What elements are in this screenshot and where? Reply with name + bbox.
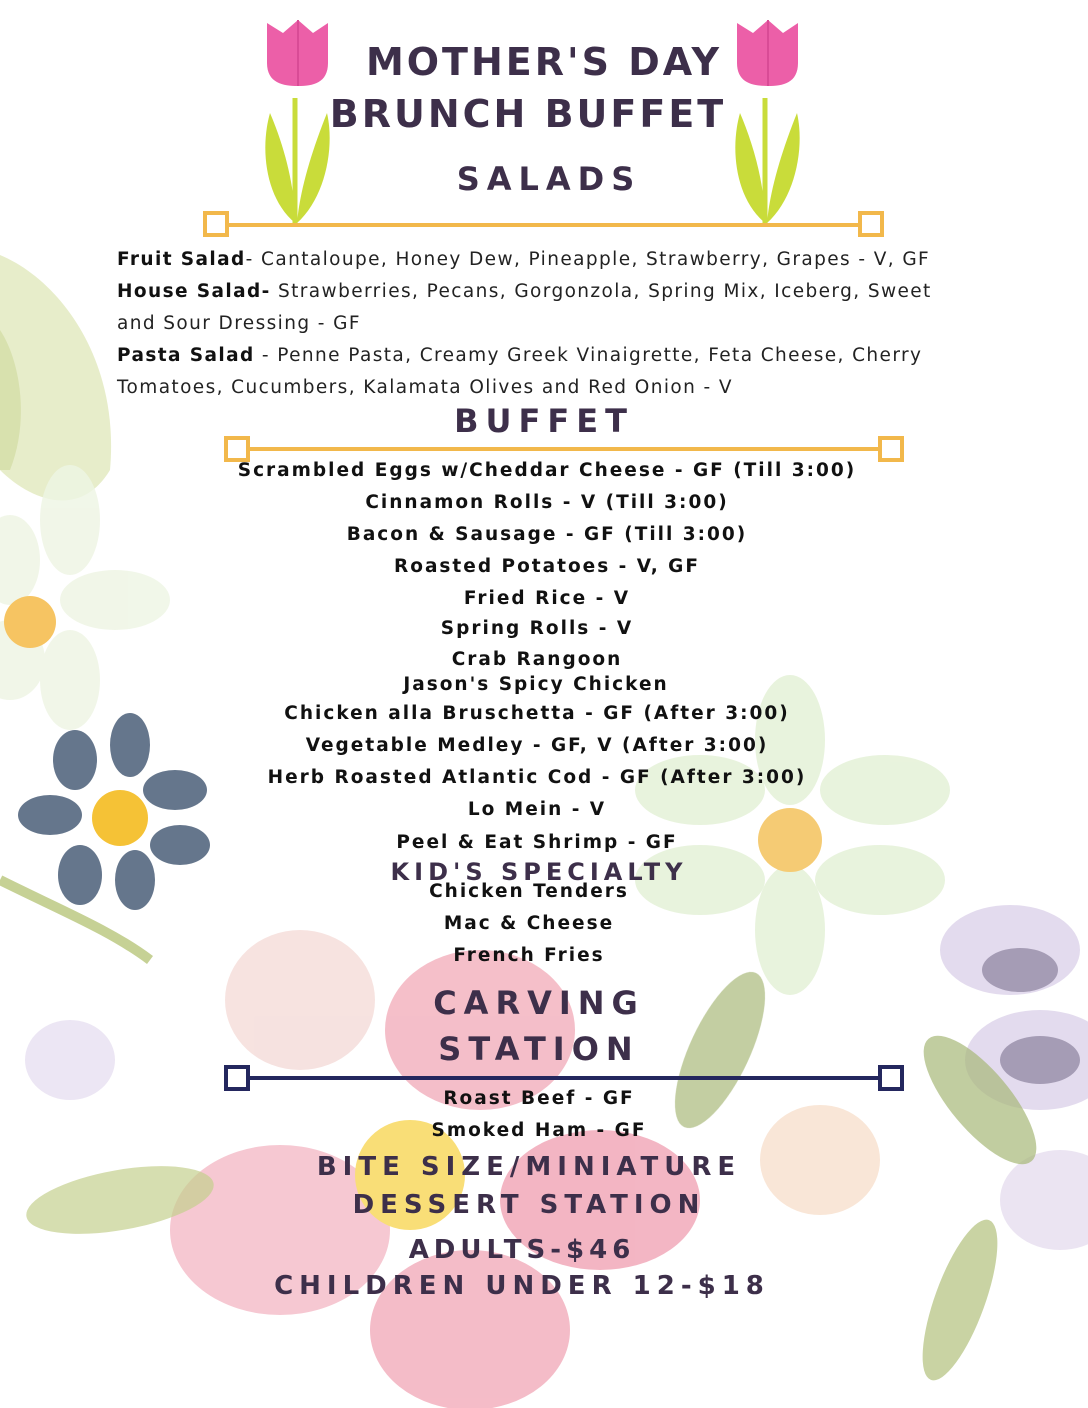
carving-heading-line-2: STATION: [438, 1030, 640, 1068]
carving-heading-line-1: CARVING: [433, 984, 645, 1022]
salad-description: - Cantaloupe, Honey Dew, Pineapple, Strawberry, Grapes - V, GF: [245, 249, 931, 270]
title-line-1: MOTHER'S DAY: [365, 40, 723, 84]
salad-name: House Salad-: [117, 281, 271, 302]
buffet-item: Scrambled Eggs w/Cheddar Cheese - GF (Till 3:00): [237, 460, 857, 481]
buffet-item: Cinnamon Rolls - V (Till 3:00): [365, 492, 729, 513]
salads-heading: SALADS: [456, 160, 642, 198]
salads-divider: [220, 223, 870, 227]
buffet-item: Jason's Spicy Chicken: [403, 674, 669, 695]
salads-divider-right-square: [858, 211, 884, 237]
kids-item: Chicken Tenders: [429, 881, 629, 902]
buffet-item: Peel & Eat Shrimp - GF: [396, 832, 678, 853]
salad-name: Pasta Salad: [117, 345, 255, 366]
title-line-2: BRUNCH BUFFET: [329, 92, 727, 136]
salad-item: [117, 276, 967, 340]
kids-item: French Fries: [453, 945, 605, 966]
buffet-item: Bacon & Sausage - GF (Till 3:00): [346, 524, 748, 545]
buffet-item: Spring Rolls - V: [440, 618, 634, 639]
dessert-heading-line-1: BITE SIZE/MINIATURE: [316, 1152, 742, 1182]
kids-heading: KID'S SPECIALTY: [390, 858, 688, 886]
buffet-divider: [240, 447, 890, 451]
carving-item: Smoked Ham - GF: [431, 1120, 647, 1141]
buffet-item: Lo Mein - V: [467, 799, 607, 820]
buffet-item: Crab Rangoon: [451, 649, 623, 670]
buffet-item: Herb Roasted Atlantic Cod - GF (After 3:00): [267, 767, 807, 788]
buffet-item: Chicken alla Bruschetta - GF (After 3:00): [284, 703, 790, 724]
carving-divider: [240, 1076, 890, 1080]
salad-item: [117, 340, 967, 404]
salad-item: [117, 244, 967, 276]
carving-item: Roast Beef - GF: [443, 1088, 635, 1109]
buffet-item: Fried Rice - V: [463, 588, 631, 609]
price-children: CHILDREN UNDER 12-$18: [274, 1271, 770, 1301]
kids-item: Mac & Cheese: [443, 913, 615, 934]
salad-description: Strawberries, Pecans, Gorgonzola, Spring Mix, Iceberg, Sweet and Sour Dressing - GF: [117, 281, 932, 334]
buffet-heading: BUFFET: [454, 402, 634, 440]
price-adults: ADULTS-$46: [408, 1235, 636, 1265]
salads-divider-left-square: [203, 211, 229, 237]
buffet-item: Vegetable Medley - GF, V (After 3:00): [305, 735, 769, 756]
buffet-divider-left-square: [224, 436, 250, 462]
salad-description: - Penne Pasta, Creamy Greek Vinaigrette, Feta Cheese, Cherry Tomatoes, Cucumbers, Kalamata Olives and Red Onion - V: [117, 345, 923, 398]
buffet-divider-right-square: [878, 436, 904, 462]
salad-name: Fruit Salad: [117, 249, 246, 270]
salads-list: [117, 244, 967, 404]
buffet-item: Roasted Potatoes - V, GF: [393, 556, 700, 577]
dessert-heading-line-2: DESSERT STATION: [352, 1190, 706, 1220]
